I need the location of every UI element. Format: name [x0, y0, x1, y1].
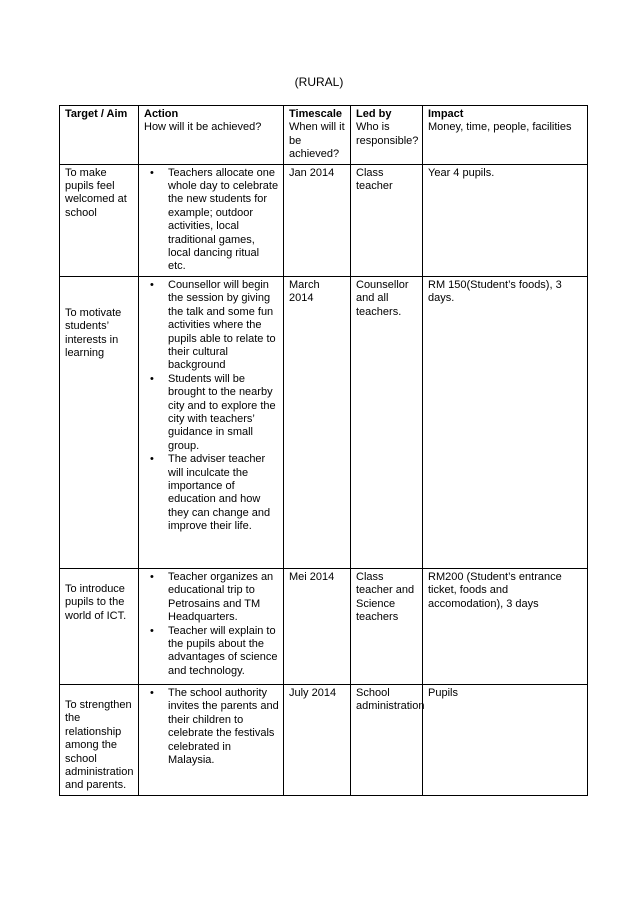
- action-item-text: Teacher will explain to the pupils about the advantages of science and technology.: [168, 624, 278, 677]
- action-cell: [139, 684, 284, 795]
- header-action: [139, 106, 284, 165]
- action-list: [144, 279, 279, 534]
- action-list: [144, 571, 279, 678]
- bullet-icon: •: [150, 278, 154, 291]
- action-item: [144, 167, 279, 274]
- header-action-title: Action: [144, 108, 179, 120]
- header-timescale-title: Timescale: [289, 108, 343, 120]
- led-cell: School administration: [351, 684, 423, 795]
- impact-cell: RM200 (Student’s entrance ticket, foods and accomodation), 3 days: [423, 568, 588, 684]
- header-impact-sub: Money, time, people, facilities: [428, 121, 572, 134]
- header-row: [60, 106, 588, 165]
- timescale-cell: Jan 2014: [284, 164, 351, 276]
- bullet-icon: •: [150, 686, 154, 699]
- header-led: [351, 106, 423, 165]
- target-text: To introduce pupils to the world of ICT.: [65, 582, 127, 622]
- bullet-icon: •: [150, 453, 154, 466]
- action-item: [144, 571, 279, 625]
- action-item-text: Teachers allocate one whole day to celebrate the new students for example; outdoor activities, local traditional games, local dancing ritual etc.: [168, 166, 279, 273]
- action-item: [144, 279, 279, 373]
- header-target: [60, 106, 139, 165]
- impact-cell: Year 4 pupils.: [423, 164, 588, 276]
- bullet-icon: •: [150, 372, 154, 385]
- action-cell: [139, 276, 284, 568]
- action-item: [144, 373, 279, 453]
- target-cell: To make pupils feel welcomed at school: [60, 164, 139, 276]
- bullet-icon: •: [150, 166, 154, 179]
- timescale-cell: Mei 2014: [284, 568, 351, 684]
- action-cell: [139, 164, 284, 276]
- header-timescale-sub: When will it be achieved?: [289, 121, 345, 161]
- bullet-icon: •: [150, 570, 154, 583]
- header-impact: [423, 106, 588, 165]
- target-cell: [60, 276, 139, 568]
- timescale-cell: July 2014: [284, 684, 351, 795]
- timescale-cell: March 2014: [284, 276, 351, 568]
- page-heading: (RURAL): [294, 75, 344, 89]
- target-text: To strengthen the relationship among the school administration and parents.: [65, 698, 134, 792]
- action-list: [144, 687, 279, 767]
- action-plan-table: [59, 105, 588, 796]
- header-impact-title: Impact: [428, 108, 464, 120]
- target-cell: [60, 684, 139, 795]
- action-item: [144, 453, 279, 533]
- bullet-icon: •: [150, 624, 154, 637]
- action-item: [144, 625, 279, 679]
- header-timescale: [284, 106, 351, 165]
- table-row: [60, 276, 588, 568]
- led-cell: Class teacher and Science teachers: [351, 568, 423, 684]
- header-action-sub: How will it be achieved?: [144, 121, 262, 134]
- action-item-text: The school authority invites the parents and their children to celebrate the festivals celebrated in Malaysia.: [168, 686, 279, 766]
- action-cell: [139, 568, 284, 684]
- led-cell: Counsellor and all teachers.: [351, 276, 423, 568]
- header-led-sub: Who is responsible?: [356, 121, 419, 147]
- action-item-text: Teacher organizes an educational trip to Petrosains and TM Headquarters.: [168, 570, 274, 624]
- impact-cell: Pupils: [423, 684, 588, 795]
- header-led-title: Led by: [356, 108, 392, 120]
- action-item-text: Counsellor will begin the session by giving the talk and some fun activities where the pupils able to relate to their cultural background: [168, 278, 276, 372]
- impact-cell: RM 150(Student’s foods), 3 days.: [423, 276, 588, 568]
- action-item: [144, 687, 279, 767]
- target-cell: [60, 568, 139, 684]
- table-row: [60, 684, 588, 795]
- target-text: To motivate students’ interests in learning: [65, 306, 122, 360]
- action-list: [144, 167, 279, 274]
- action-item-text: The adviser teacher will inculcate the importance of education and how they can change and improve their life.: [168, 453, 271, 533]
- table-row: [60, 164, 588, 276]
- led-cell: Class teacher: [351, 164, 423, 276]
- action-item-text: Students will be brought to the nearby city and to explore the city with teachers’ guidance in small group.: [168, 372, 276, 452]
- table-row: [60, 568, 588, 684]
- header-target-title: Target / Aim: [65, 108, 128, 120]
